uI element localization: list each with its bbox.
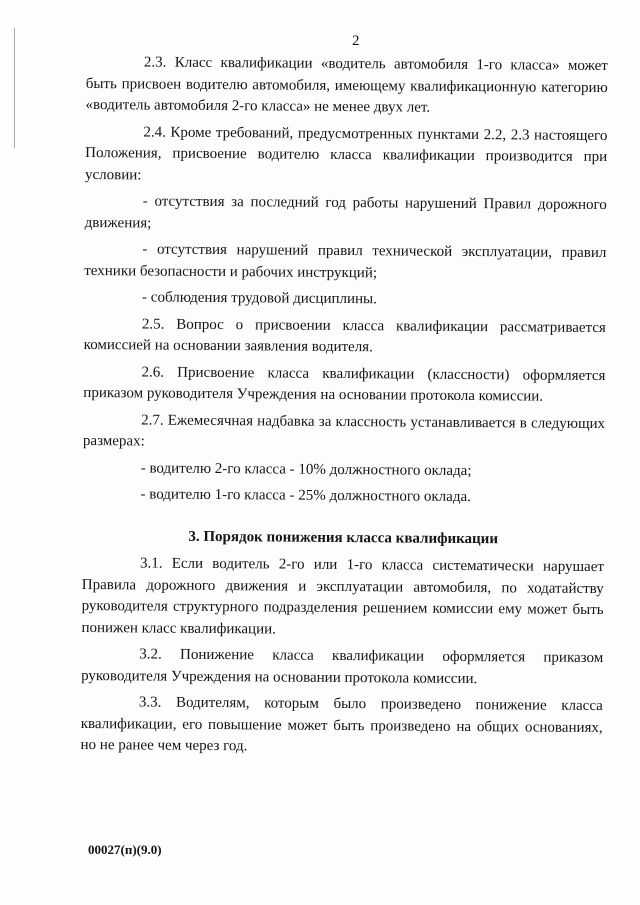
scan-edge-line	[14, 28, 15, 148]
page-number: 2	[352, 33, 360, 49]
bonus-item-class-1: - водителю 1-го класса - 25% должностного оклада.	[140, 486, 471, 506]
paragraph-2-7: 2.7. Ежемесячная надбавка за классность устанавливается в следующих размерах:	[82, 411, 606, 450]
condition-item-labor-discipline: - соблюдения трудовой дисциплины.	[142, 289, 377, 308]
paragraph-3-2: 3.2. Понижение класса квалификации оформляется приказом руководителя Учреждения на основании протокола комиссии.	[81, 646, 604, 687]
paragraph-3-3: 3.3. Водителям, которым было произведено понижение класса квалификации, его повышение может быть произведено на общих основаниях, но не ранее чем через год.	[80, 694, 603, 755]
condition-item-technical-rules: - отсутствия нарушений правил технической эксплуатации, правил техники безопасности и рабочих инструкций;	[84, 241, 607, 281]
section-3-heading: 3. Порядок понижения класса квалификации	[188, 528, 499, 547]
condition-item-traffic-rules: - отсутствия за последний год работы нарушений Правил дорожного движения;	[84, 193, 607, 232]
paragraph-2-6: 2.6. Присвоение класса квалификации (классности) оформляется приказом руководителя Учреждения на основании протокола комиссии.	[83, 363, 606, 405]
paragraph-2-4: 2.4. Кроме требований, предусмотренных пунктами 2.2, 2.3 настоящего Положения, присвоение водителю класса квалификации производится при условии:	[84, 123, 608, 183]
document-body	[80, 52, 608, 766]
document-code: 00027(п)(9.0)	[88, 842, 162, 857]
bonus-item-class-2: - водителю 2-го класса - 10% должностного оклада;	[140, 459, 472, 479]
paragraph-2-3: 2.3. Класс квалификации «водитель автомобиля 1-го класса» может быть присвоен водителю автомобиля, имеющему квалификационную категорию «водитель автомобиля 2-го класса» не менее двух лет.	[85, 54, 608, 116]
paragraph-2-5: 2.5. Вопрос о присвоении класса квалификации рассматривается комиссией на основании заявления водителя.	[83, 315, 606, 356]
paragraph-3-1: 3.1. Если водитель 2-го или 1-го класса систематически нарушает Правила дорожного движения и эксплуатации автомобиля, по ходатайству руководителя структурного подразделения решением комиссии ему может быть понижен класс квалификации.	[81, 555, 605, 638]
